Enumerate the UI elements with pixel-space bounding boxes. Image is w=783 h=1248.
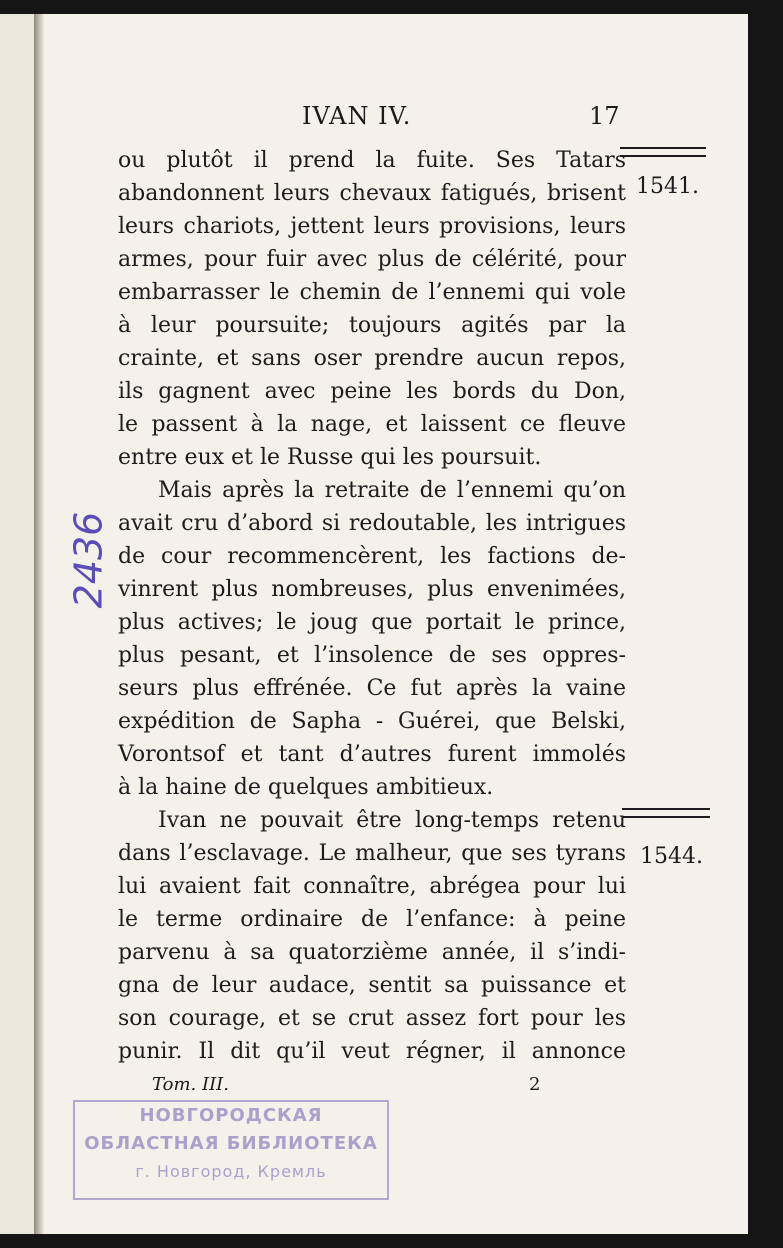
text-line: le passent à la nage, et laissent ce fleuve: [118, 412, 626, 437]
signature-mark: 2: [529, 1074, 541, 1095]
text-line: embarrasser le chemin de l’ennemi qui vole: [118, 280, 626, 305]
text-line: seurs plus effrénée. Ce fut après la vaine: [118, 676, 626, 701]
running-title: IVAN IV.: [302, 102, 412, 130]
text-line: ils gagnent avec peine les bords du Don,: [118, 379, 626, 404]
margin-rule-1: [620, 147, 706, 157]
stamp-line-1: НОВГОРОДСКАЯ: [139, 1105, 323, 1126]
book-gutter: [34, 14, 44, 1234]
facing-page-edge: [0, 14, 34, 1234]
text-line: leurs chariots, jettent leurs provisions, leurs: [118, 214, 626, 239]
text-line: de cour recommencèrent, les factions de-: [118, 544, 626, 569]
volume-marker: Tom. III.: [152, 1074, 230, 1095]
paragraph-3: [118, 804, 626, 1068]
text-line: Mais après la retraite de l’ennemi qu’on: [158, 478, 626, 503]
library-stamp: [73, 1100, 389, 1200]
margin-year-1544: 1544.: [640, 844, 703, 869]
text-line: plus actives; le joug que portait le prince,: [118, 610, 626, 635]
text-line: lui avaient fait connaître, abrégea pour lui: [118, 874, 626, 899]
text-line: entre eux et le Russe qui les poursuit.: [118, 445, 542, 470]
text-line: plus pesant, et l’insolence de ses oppres-: [118, 643, 626, 668]
body-text: [118, 144, 626, 1068]
text-line: vinrent plus nombreuses, plus envenimées,: [118, 577, 626, 602]
text-line: gna de leur audace, sentit sa puissance et: [118, 973, 626, 998]
text-line: à leur poursuite; toujours agités par la: [118, 313, 626, 338]
text-line: parvenu à sa quatorzième année, il s’indi-: [118, 940, 626, 965]
text-line: Ivan ne pouvait être long-temps retenu: [158, 808, 626, 833]
text-line: son courage, et se crut assez fort pour les: [118, 1006, 626, 1031]
text-line: abandonnent leurs chevaux fatigués, brisent: [118, 181, 626, 206]
text-line: punir. Il dit qu’il veut régner, il annonce: [118, 1039, 626, 1064]
paragraph-2: [118, 474, 626, 804]
text-line: Vorontsof et tant d’autres furent immolés: [118, 742, 626, 767]
text-line: armes, pour fuir avec plus de célérité, pour: [118, 247, 626, 272]
margin-year-1541: 1541.: [636, 174, 699, 199]
text-line: ou plutôt il prend la fuite. Ses Tatars: [118, 148, 626, 173]
text-line: avait cru d’abord si redoutable, les intrigues: [118, 511, 626, 536]
text-line: le terme ordinaire de l’enfance: à peine: [118, 907, 626, 932]
page-number: 17: [589, 102, 620, 130]
stamp-line-3: г. Новгород, Кремль: [135, 1162, 327, 1181]
handwritten-inventory-number: 2436: [66, 511, 111, 609]
book-page: [44, 14, 748, 1234]
text-line: expédition de Sapha - Guérei, que Belski,: [118, 709, 626, 734]
text-line: à la haine de quelques ambitieux.: [118, 775, 494, 800]
paragraph-1: [118, 144, 626, 474]
margin-rule-2: [622, 808, 710, 818]
text-line: crainte, et sans oser prendre aucun repos,: [118, 346, 626, 371]
text-line: dans l’esclavage. Le malheur, que ses tyrans: [118, 841, 626, 866]
stamp-line-2: ОБЛАСТНАЯ БИБЛИОТЕКА: [84, 1133, 378, 1154]
